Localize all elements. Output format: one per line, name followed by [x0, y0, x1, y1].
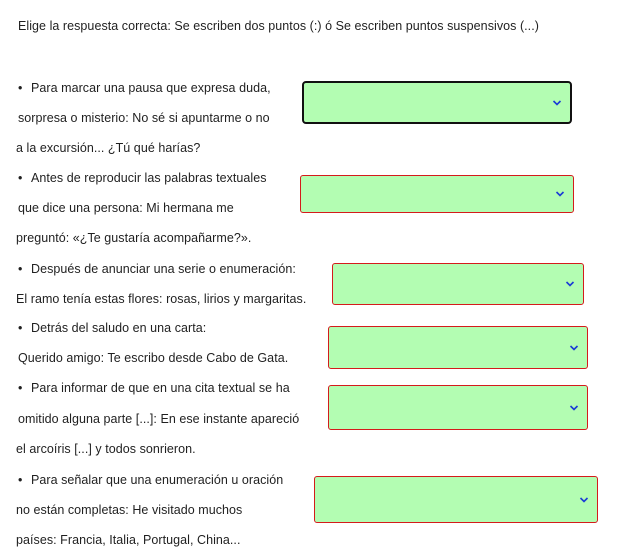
chevron-down-icon: [565, 280, 575, 288]
item-line: omitido alguna parte [...]: En ese instante apareció: [18, 412, 300, 426]
item-line: Para señalar que una enumeración u oración: [31, 473, 284, 487]
item-line: Antes de reproducir las palabras textuales: [31, 171, 267, 185]
chevron-down-icon: [569, 344, 579, 352]
answer-dropdown[interactable]: [328, 385, 588, 430]
item-line: Detrás del saludo en una carta:: [31, 321, 207, 335]
chevron-down-icon: [555, 190, 565, 198]
bullet: •: [18, 381, 23, 395]
item-line: Para informar de que en una cita textual se ha: [31, 381, 290, 395]
item-line: sorpresa o misterio: No sé si apuntarme o no: [18, 111, 270, 125]
item-line: a la excursión... ¿Tú qué harías?: [16, 141, 201, 155]
chevron-down-icon: [579, 496, 589, 504]
bullet: •: [18, 81, 23, 95]
bullet: •: [18, 321, 23, 335]
item-line: países: Francia, Italia, Portugal, China...: [16, 533, 241, 547]
answer-dropdown[interactable]: [328, 326, 588, 369]
item-line: Después de anunciar una serie o enumeración:: [31, 262, 296, 276]
chevron-down-icon: [569, 404, 579, 412]
answer-dropdown[interactable]: [302, 81, 572, 124]
item-line: no están completas: He visitado muchos: [16, 503, 243, 517]
item-line: el arcoíris [...] y todos sonrieron.: [16, 442, 196, 456]
item-line: Para marcar una pausa que expresa duda,: [31, 81, 271, 95]
answer-dropdown[interactable]: [332, 263, 584, 305]
item-line: Querido amigo: Te escribo desde Cabo de Gata.: [18, 351, 289, 365]
answer-dropdown[interactable]: [314, 476, 598, 523]
item-line: que dice una persona: Mi hermana me: [18, 201, 234, 215]
bullet: •: [18, 171, 23, 185]
instructions-text: Elige la respuesta correcta: Se escriben dos puntos (:) ó Se escriben puntos suspensivos (...): [18, 19, 539, 33]
answer-dropdown[interactable]: [300, 175, 574, 213]
item-line: El ramo tenía estas flores: rosas, lirios y margaritas.: [16, 292, 307, 306]
bullet: •: [18, 262, 23, 276]
chevron-down-icon: [552, 99, 562, 107]
bullet: •: [18, 473, 23, 487]
item-line: preguntó: «¿Te gustaría acompañarme?».: [16, 231, 252, 245]
